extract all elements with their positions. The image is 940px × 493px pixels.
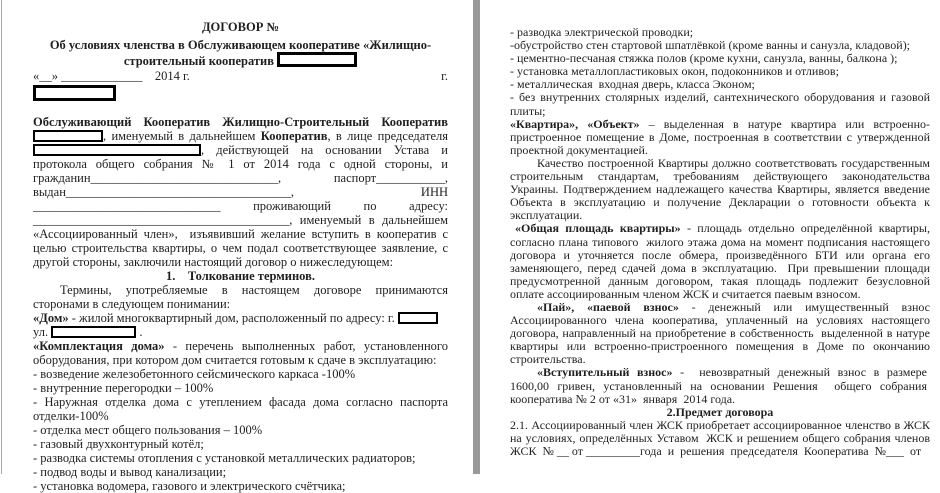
redaction-box [398,312,438,324]
list-item: - возведение железобетонного сейсмического каркаса -100% [33,367,356,381]
date-blank: «__» _____________ 2014 г. [33,69,190,83]
contract-subtitle-line2: строительный кооператив [33,52,448,68]
contract-title: ДОГОВОР № [201,20,280,34]
list-item: - Наружная отделка дома с утеплением фасада дома согласно паспорта отделки-100% [33,395,448,423]
list-item: - установка металлопластиковых окон, подоконников и отливов; [510,64,839,79]
redaction-box [277,52,357,67]
redaction-box [33,130,103,142]
contract-page-2 [480,0,940,474]
term-area: «Общая площадь квартиры» - площадь отдельно определённой квартиры, согласно плана типового жилого этажа дома на момент подписания настоящего договора и уточняется после обмера, произведённого БТИ или органа его заменяющего, перед сдачей дома в эксплуатацию. При превышении площади предусмотренной данным договором, такая площадь подлежит безусловной оплате ассоциированным членом ЖСК и считается паевым взносом. [510,221,930,301]
list-item: - подвод воды и вывод канализации; [33,465,227,479]
terms-intro: Термины, употребляемые в настоящем договоре принимаются сторонами в следующем понимании: [33,283,448,311]
redaction-row [33,85,448,102]
quality-paragraph: Качество построенной Квартиры должно соответствовать государственным строительным стандартам, требованиям действующего законодательства Украины. Подтверждением надлежащего качества Квартиры, является введение Объекта в эксплуатацию и получение Декларации о готовности объекта к эксплуатации. [510,155,930,223]
redaction-box [33,144,201,156]
redaction-box [33,85,116,101]
contract-subtitle-line1: Об условиях членства в Обслуживающем кооперативе «Жилищно- [49,38,432,52]
term-pai: «Пай», «паевой взнос» - денежный или имущественный взнос Ассоциированного члена кооператива, уплаченный на условиях настоящего договора, направленный на приобретение в собственность выделенной в натуре квартиры или встроенно-пристроенного помещения в Доме по окончанию строительства. [510,299,931,367]
list-item: - разводка электрической проводки; [510,25,694,39]
clause-2-1: 2.1. Ассоциированный член ЖСК приобретает ассоциированное членство в ЖСК на условиях, определённых Уставом ЖСК и решением общего собрания членов ЖСК № __ от _________года и решения председателя Кооператива №___ от [510,417,930,458]
term-komplekt: «Комплектация дома» - перечень выполненных работ, установленного оборудования, при котором дом считается готовым к сдаче в эксплуатацию: [33,339,448,367]
list-item: - газовый двухконтурный котёл; [33,437,204,451]
list-item: - отделка мест общего пользования – 100% [33,423,263,437]
term-dom: «Дом» - жилой многоквартирный дом, расположенный по адресу: г. ул. . [33,311,448,339]
list-item: - металлическая входная дверь, класса Эконом; [510,77,755,92]
section-2-heading: 2.Предмет договора [666,404,774,419]
section-1-heading: 1. Толкование терминов. [166,269,315,283]
contract-page-1 [2,0,473,493]
page-separator [473,0,480,474]
list-item: -обустройство стен стартовой шпатлёвкой (кроме ванны и санузла, кладовой); [510,38,911,53]
date-line [33,69,448,83]
parties-paragraph: Обслуживающий Кооператив Жилищно-Строительный Кооператив , именуемый в дальнейшем Кооператив, в лице председателя , действующей на основании Устава и протокола общего собрания № 1 от 2014 года с одной стороны, и гражданин______________________________, паспорт___________, выдан____________________________________, ИНН ______________________________ проживающий по адресу: _________________________________________, именуемый в дальнейшем «Ассоциированный член», изъявивший желание вступить в кооператив с целью строительства квартиры, о чем подал соответствующее заявление, с другой стороны, заключили настоящий договор о нижеследующем: [33,115,449,269]
list-item: - разводка системы отопления с установкой металлических радиаторов; [33,451,416,465]
term-kvartira: «Квартира», «Объект» – выделенная в натуре квартира или встроенно-пристроенное помещение в Доме, построенная в соответствии с утвержденной проектной документацией. [510,116,930,157]
list-item: - без внутренних столярных изделий, сантехнического оборудования и газовой плиты; [510,90,930,118]
city-abbrev: г. [441,69,448,83]
list-item: - цементно-песчаная стяжка полов (кроме кухни, санузла, ванны, балкона ); [510,51,898,66]
list-item: - внутренние перегородки – 100% [33,381,214,395]
list-item: - установка водомера, газового и электрического счётчика; [33,479,346,493]
redaction-box [51,326,136,338]
term-vstup: «Вступительный взнос» - невозвратный денежный взнос в размере 1600,00 гривен, установленный на основании Решения общего собрания кооператива № 2 от «31» января 2014 года. [510,365,930,406]
